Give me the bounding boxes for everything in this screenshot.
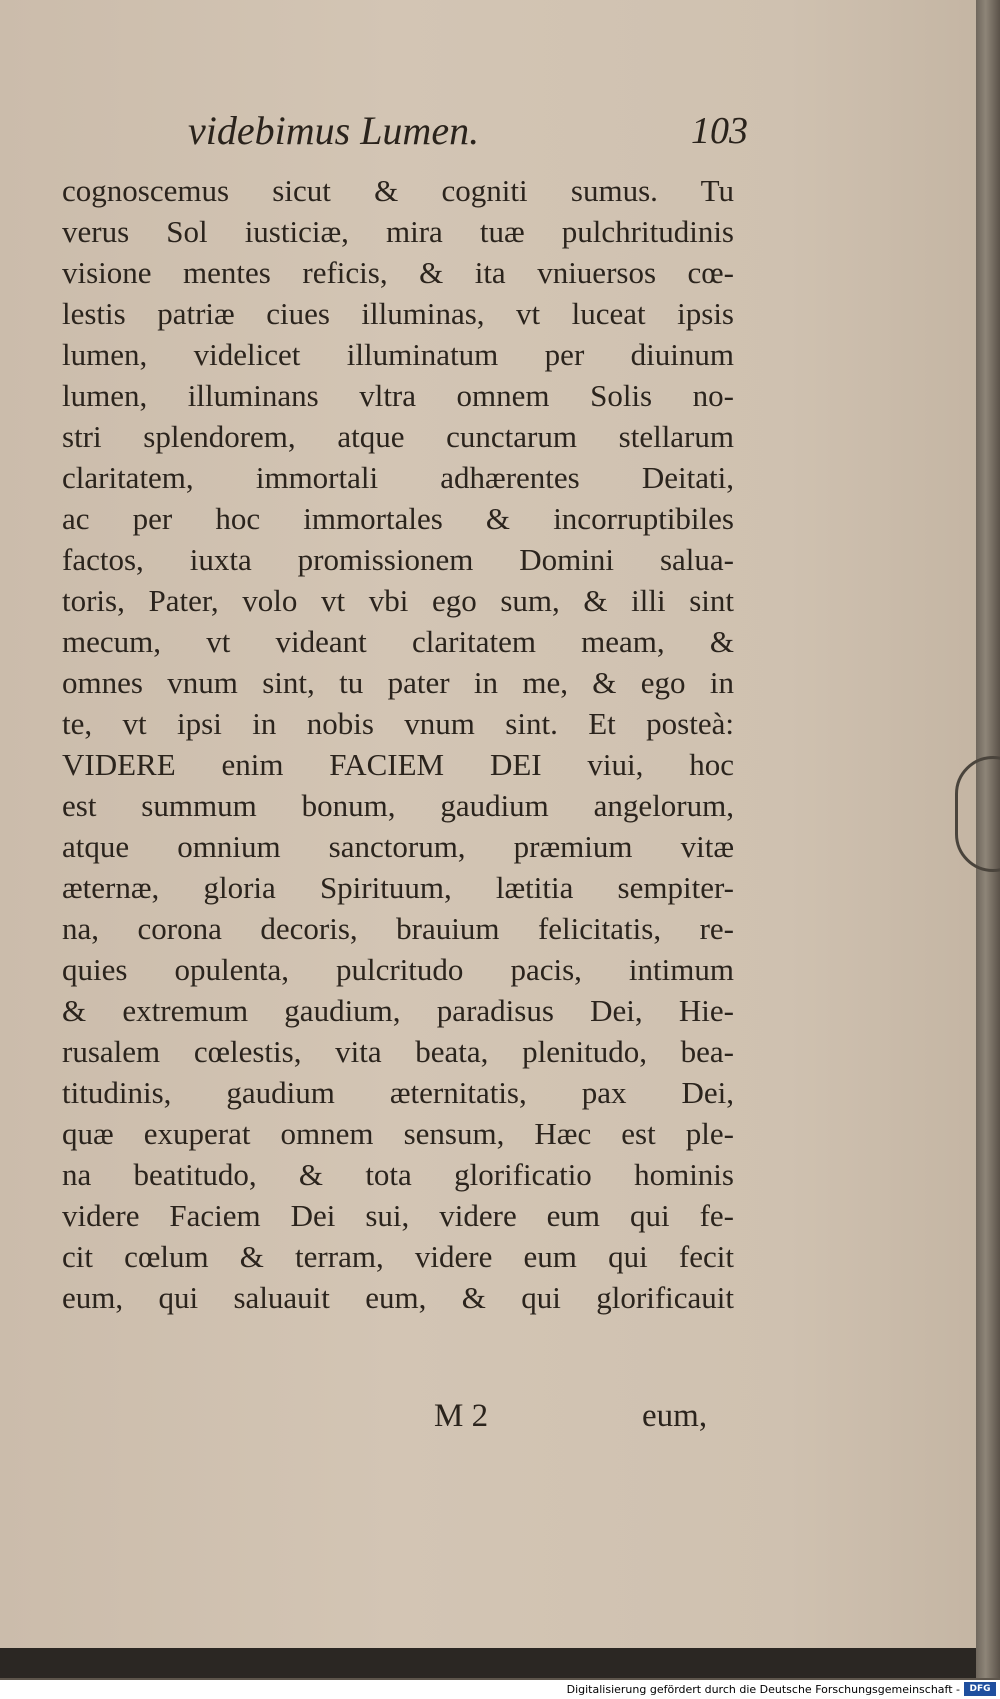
- text-line: cit cœlum & terram, videre eum qui fecit: [62, 1239, 734, 1274]
- text-line: cognoscemus sicut & cogniti sumus. Tu: [62, 173, 734, 208]
- text-line: visione mentes reficis, & ita vniuersos cœ-: [62, 255, 734, 290]
- text-line: toris, Pater, volo vt vbi ego sum, & illi sint: [62, 583, 734, 618]
- text-line: & extremum gaudium, paradisus Dei, Hie-: [62, 993, 734, 1028]
- text-line: æternæ, gloria Spirituum, lætitia sempiter-: [62, 870, 734, 905]
- text-line: omnes vnum sint, tu pater in me, & ego in: [62, 665, 734, 700]
- text-line: quæ exuperat omnem sensum, Hæc est ple-: [62, 1116, 734, 1151]
- text-line: ac per hoc immortales & incorruptibiles: [62, 501, 734, 536]
- page-number: 103: [691, 110, 748, 152]
- text-line: rusalem cœlestis, vita beata, plenitudo, bea-: [62, 1034, 734, 1069]
- text-line: atque omnium sanctorum, præmium vitæ: [62, 829, 734, 864]
- text-line: titudinis, gaudium æternitatis, pax Dei,: [62, 1075, 734, 1110]
- text-line: claritatem, immortali adhærentes Deitati,: [62, 460, 734, 495]
- binding-clip-icon: [955, 756, 1000, 872]
- text-line: lumen, videlicet illuminatum per diuinum: [62, 337, 734, 372]
- signature-mark: M 2: [434, 1398, 489, 1434]
- text-line: na beatitudo, & tota glorificatio hominis: [62, 1157, 734, 1192]
- text-line: factos, iuxta promissionem Domini salua-: [62, 542, 734, 577]
- text-line: quies opulenta, pulcritudo pacis, intimum: [62, 952, 734, 987]
- text-line: te, vt ipsi in nobis vnum sint. Et posteà:: [62, 706, 734, 741]
- text-line: videre Faciem Dei sui, videre eum qui fe-: [62, 1198, 734, 1233]
- running-title: videbimus Lumen.: [188, 108, 480, 153]
- text-line: na, corona decoris, brauium felicitatis, re-: [62, 911, 734, 946]
- text-line: eum, qui saluauit eum, & qui glorificauit: [62, 1280, 734, 1315]
- text-line: lestis patriæ ciues illuminas, vt luceat ipsis: [62, 296, 734, 331]
- text-line: mecum, vt videant claritatem meam, &: [62, 624, 734, 659]
- dfg-logo: DFG: [964, 1682, 996, 1696]
- text-line: stri splendorem, atque cunctarum stellarum: [62, 419, 734, 454]
- text-line: lumen, illuminans vltra omnem Solis no-: [62, 378, 734, 413]
- digitization-footer: [0, 1680, 1000, 1699]
- text-line: verus Sol iusticiæ, mira tuæ pulchritudinis: [62, 214, 734, 249]
- text-line: VIDERE enim FACIEM DEI viui, hoc: [62, 747, 734, 782]
- catchword: eum,: [642, 1398, 708, 1434]
- body-text: [62, 170, 734, 1318]
- page-header: [188, 106, 748, 156]
- text-line: est summum bonum, gaudium angelorum,: [62, 788, 734, 823]
- footer-credit: Digitalisierung gefördert durch die Deutsche Forschungsgemeinschaft -: [566, 1683, 960, 1696]
